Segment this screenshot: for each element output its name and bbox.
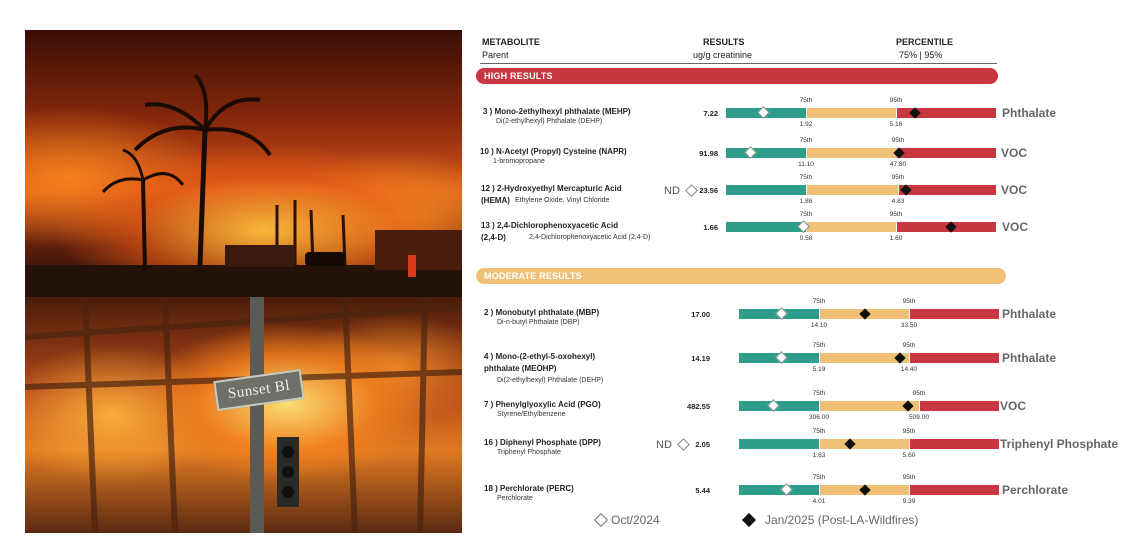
75th-95th-segment [806, 148, 898, 158]
p75-value: 0.58 [799, 235, 813, 242]
metabolite-name-text: N-Acetyl (Propyl) Cysteine (NAPR) [496, 147, 627, 156]
metabolite-name [481, 183, 622, 194]
parent-compound: Styrene/Ethylbenzene [497, 411, 566, 418]
exposure-category: VOC [1000, 399, 1027, 413]
p95-value: 1.60 [889, 235, 903, 242]
high-results-banner: HIGH RESULTS [476, 68, 998, 84]
p75-value: 1.86 [799, 198, 813, 205]
metabolite-name-line2: phthalate (MEOHP) [484, 364, 557, 373]
legend-oct-2024: Oct/2024 [611, 513, 660, 527]
exposure-category: Phthalate [1002, 106, 1057, 120]
p95-value: 9.39 [902, 498, 916, 505]
header-results: RESULTS [703, 37, 745, 47]
p95-value: 47.80 [889, 161, 907, 168]
parent-compound: Di-n-butyl Phthalate (DBP) [497, 319, 580, 326]
result-value: 5.44 [695, 486, 710, 495]
metabolite-name [484, 437, 601, 448]
above-95th-segment [909, 353, 999, 363]
exposure-category: VOC [1002, 220, 1029, 234]
p75-value: 1.63 [812, 452, 826, 459]
metabolite-name [484, 351, 595, 362]
above-95th-segment [909, 309, 999, 319]
result-value: 14.19 [691, 354, 710, 363]
percentile-bar [726, 148, 996, 158]
metabolite-name-text: Monobutyl phthalate (MBP) [495, 308, 600, 317]
legend-open-diamond-icon [594, 513, 608, 527]
75th-label: 75th [799, 137, 813, 144]
parent-compound: 2,4-Dichlorophenoxyacetic Acid (2,4-D) [529, 234, 651, 241]
metabolite-index: 12 ) [481, 184, 495, 193]
metabolite-name [484, 483, 574, 494]
exposure-category: Perchlorate [1002, 483, 1069, 497]
metabolite-name-text: Mono-2ethylhexyl phthalate (MEHP) [494, 107, 631, 116]
95th-label: 95th [889, 211, 903, 218]
non-detect-label: ND [656, 439, 672, 451]
above-95th-segment [909, 439, 999, 449]
metabolite-index: 3 ) [483, 107, 493, 116]
parent-compound: Perchlorate [497, 495, 533, 502]
75th-label: 75th [799, 97, 813, 104]
metabolite-name-text: Mono-(2-ethyl-5-oxohexyl) [495, 352, 596, 361]
wildfire-photo-bottom [25, 297, 462, 533]
p95-value: 33.50 [900, 322, 918, 329]
percentile-bar [726, 185, 996, 195]
metabolite-name [484, 307, 599, 318]
parent-compound: 1-bromopropane [493, 158, 545, 165]
exposure-category: Triphenyl Phosphate [1000, 437, 1119, 451]
parent-compound: Triphenyl Phosphate [497, 449, 561, 456]
metabolite-name-text: 2,4-Dichlorophenoxyacetic Acid [497, 221, 619, 230]
metabolite-index: 16 ) [484, 438, 498, 447]
95th-label: 95th [902, 428, 916, 435]
75th-label: 75th [799, 174, 813, 181]
metabolite-name-text: Diphenyl Phosphate (DPP) [500, 438, 601, 447]
75th-95th-segment [806, 185, 898, 195]
burning-structure [25, 297, 462, 533]
above-95th-segment [919, 401, 999, 411]
metabolite-index: 18 ) [484, 484, 498, 493]
result-value: 1.66 [703, 223, 718, 232]
p95-value: 5.16 [889, 121, 903, 128]
95th-label: 95th [891, 137, 905, 144]
parent-compound: Di(2-ethylhexyl) Phthalate (DEHP) [496, 118, 603, 125]
p75-value: 14.10 [810, 322, 828, 329]
metabolite-name-text: Perchlorate (PERC) [500, 484, 574, 493]
metabolite-name [484, 399, 601, 410]
header-percentile: PERCENTILE [896, 37, 954, 47]
below-75th-segment [739, 485, 819, 495]
legend-jan-2025: Jan/2025 (Post-LA-Wildfires) [765, 513, 919, 527]
75th-label: 75th [812, 474, 826, 481]
95th-label: 95th [902, 298, 916, 305]
metabolite-name [481, 220, 618, 231]
header-percentile-sub: 75% | 95% [899, 50, 943, 60]
metabolite-name-line2: (HEMA) [481, 196, 510, 205]
metabolite-name-line2: (2,4-D) [481, 233, 506, 242]
result-value: 2.05 [695, 440, 710, 449]
exposure-category: Phthalate [1002, 351, 1057, 365]
95th-label: 95th [902, 474, 916, 481]
75th-label: 75th [799, 211, 813, 218]
result-value: 482.55 [687, 402, 710, 411]
metabolite-name [483, 106, 631, 117]
metabolite-index: 10 ) [480, 147, 494, 156]
p75-value: 4.01 [812, 498, 826, 505]
p95-value: 5.60 [902, 452, 916, 459]
75th-label: 75th [812, 298, 826, 305]
parent-compound: Ethylene Oxide, Vinyl Chloride [515, 197, 610, 204]
palm-trees-silhouette [25, 30, 462, 297]
below-75th-segment [726, 185, 806, 195]
75th-95th-segment [819, 439, 909, 449]
p75-value: 306.00 [809, 414, 829, 421]
p75-value: 11.10 [798, 161, 814, 168]
header-units: ug/g creatinine [693, 50, 753, 60]
header-metabolite: METABOLITE [482, 37, 540, 47]
95th-label: 95th [912, 390, 926, 397]
street-sign: Sunset Bl [213, 369, 304, 411]
result-value: 7.22 [703, 109, 718, 118]
percentile-bar [739, 439, 999, 449]
metabolite-name-text: 2-Hydroxyethyl Mercapturic Acid [497, 184, 622, 193]
below-75th-segment [726, 148, 806, 158]
moderate-results-banner: MODERATE RESULTS [476, 268, 1006, 284]
75th-95th-segment [806, 108, 896, 118]
result-value: 17.00 [691, 310, 710, 319]
metabolite-index: 2 ) [484, 308, 494, 317]
wildfire-photo-top [25, 30, 462, 297]
exposure-category: VOC [1001, 146, 1028, 160]
95th-label: 95th [902, 342, 916, 349]
metabolite-name-text: Phenylglyoxylic Acid (PGO) [495, 400, 601, 409]
above-95th-segment [909, 485, 999, 495]
p75-value: 5.19 [812, 366, 826, 373]
parent-compound: Di(2-ethylhexyl) Phthalate (DEHP) [497, 377, 604, 384]
metabolite-index: 13 ) [481, 221, 495, 230]
below-75th-segment [739, 439, 819, 449]
75th-label: 75th [812, 342, 826, 349]
non-detect-label: ND [664, 185, 680, 197]
above-95th-segment [898, 148, 996, 158]
95th-label: 95th [889, 97, 903, 104]
result-value: 23.56 [699, 186, 718, 195]
75th-label: 75th [812, 428, 826, 435]
metabolite-name [480, 146, 627, 157]
exposure-category: Phthalate [1002, 307, 1057, 321]
header-parent: Parent [482, 50, 509, 60]
p95-value: 4.83 [891, 198, 905, 205]
above-95th-segment [898, 185, 996, 195]
below-75th-segment [726, 222, 806, 232]
legend-filled-diamond-icon [742, 513, 756, 527]
75th-95th-segment [806, 222, 896, 232]
metabolite-index: 4 ) [484, 352, 494, 361]
metabolite-index: 7 ) [484, 400, 494, 409]
p75-value: 1.92 [799, 121, 813, 128]
p95-value: 14.40 [900, 366, 918, 373]
p95-value: 509.00 [909, 414, 929, 421]
header-divider [480, 63, 997, 64]
75th-label: 75th [812, 390, 826, 397]
exposure-category: VOC [1001, 183, 1028, 197]
95th-label: 95th [891, 174, 905, 181]
result-value: 91.98 [699, 149, 718, 158]
